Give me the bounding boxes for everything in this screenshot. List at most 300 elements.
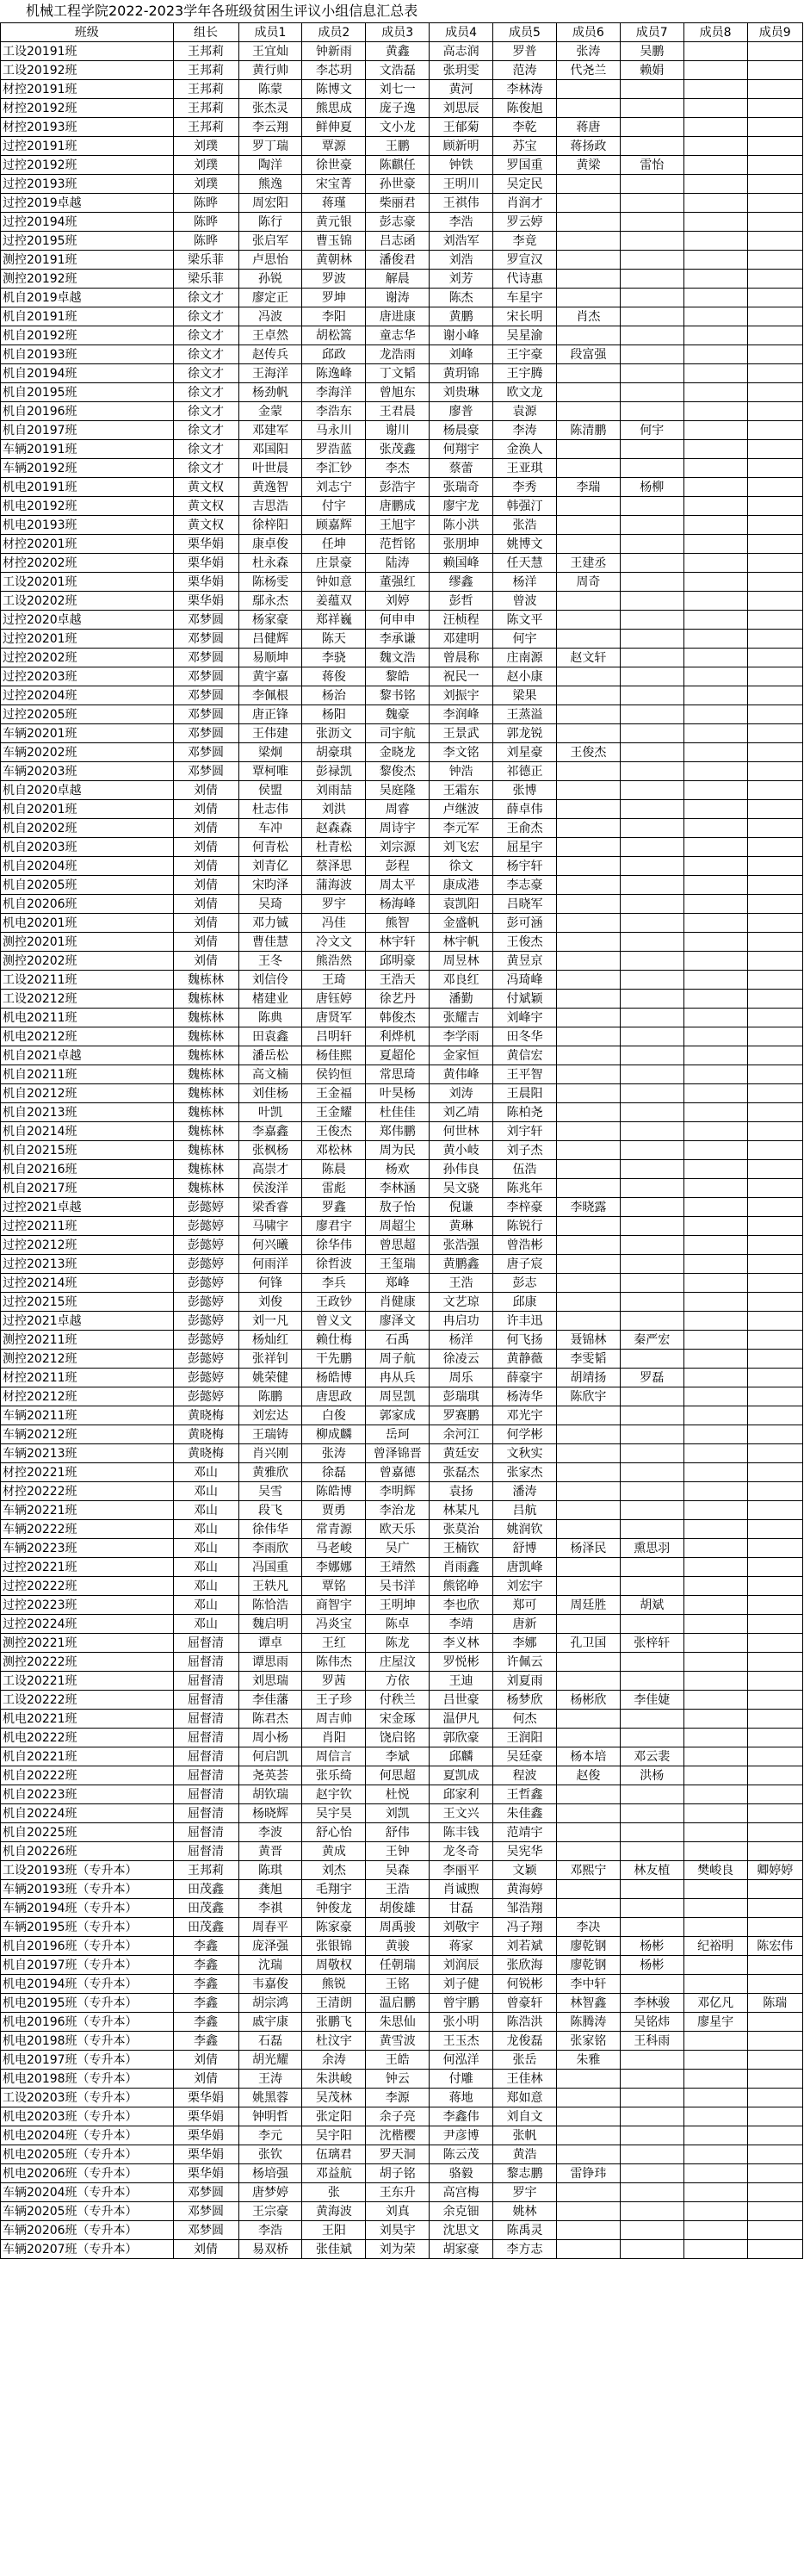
member-cell [620, 554, 683, 573]
member-cell: 甘磊 [430, 1899, 493, 1918]
member-cell: 邹浩翔 [493, 1899, 557, 1918]
member-cell: 熊逸 [238, 175, 302, 194]
member-cell: 刘若斌 [493, 1937, 557, 1956]
member-cell: 屈督清 [173, 1842, 238, 1861]
member-cell: 范涛 [493, 61, 557, 80]
table-row [1, 705, 803, 724]
member-cell: 金晓龙 [366, 743, 430, 762]
member-cell: 刘一凡 [238, 1312, 302, 1331]
member-cell [683, 2164, 747, 2183]
table-row [1, 1634, 803, 1653]
member-cell: 王君晨 [366, 402, 430, 421]
table-row [1, 2032, 803, 2051]
class-cell: 过控20191班 [1, 137, 174, 156]
column-header: 成员6 [556, 23, 620, 42]
table-row [1, 2164, 803, 2183]
member-cell: 杨洋 [430, 1331, 493, 1350]
member-cell [556, 1179, 620, 1198]
member-cell: 邓山 [173, 1482, 238, 1501]
member-cell: 罗国重 [493, 156, 557, 175]
member-cell: 唐正锋 [238, 705, 302, 724]
member-cell: 罗悦彬 [430, 1653, 493, 1672]
member-cell [747, 1691, 802, 1710]
member-cell: 张涛 [302, 1444, 366, 1463]
table-row [1, 743, 803, 762]
table-row [1, 1122, 803, 1141]
member-cell: 王楠钦 [430, 1539, 493, 1558]
member-cell: 周睿 [366, 800, 430, 819]
member-cell: 王明川 [430, 175, 493, 194]
member-cell [747, 705, 802, 724]
member-cell: 吴星渝 [493, 326, 557, 345]
member-cell: 余涛 [302, 2051, 366, 2070]
table-row [1, 1729, 803, 1747]
member-cell: 邓梦圆 [173, 649, 238, 667]
member-cell [620, 1918, 683, 1937]
class-cell: 车辆20194班（专升本） [1, 1899, 174, 1918]
member-cell: 张家铭 [556, 2032, 620, 2051]
member-cell: 岳珂 [366, 1425, 430, 1444]
member-cell: 干先鹏 [302, 1350, 366, 1369]
member-cell: 周昱林 [430, 952, 493, 971]
table-row [1, 1975, 803, 1994]
member-cell: 韩俊杰 [366, 1009, 430, 1027]
class-cell: 机自20197班 [1, 421, 174, 440]
member-cell [620, 1710, 683, 1729]
member-cell: 舒博 [493, 1539, 557, 1558]
member-cell: 李骁 [302, 649, 366, 667]
member-cell: 汪桢程 [430, 611, 493, 630]
class-cell: 机自20217班 [1, 1179, 174, 1198]
table-row [1, 516, 803, 535]
member-cell: 熊锐 [302, 1975, 366, 1994]
member-cell: 王郁菊 [430, 118, 493, 137]
member-cell: 魏栋林 [173, 1179, 238, 1198]
class-cell: 过控2021卓越 [1, 1198, 174, 1217]
member-cell: 蒋家 [430, 1937, 493, 1956]
table-row [1, 762, 803, 781]
member-cell: 田茂鑫 [173, 1880, 238, 1899]
member-cell: 易双桥 [238, 2240, 302, 2259]
member-cell: 张欣海 [493, 1956, 557, 1975]
member-cell [683, 289, 747, 307]
member-cell: 周太平 [366, 876, 430, 895]
table-row [1, 1842, 803, 1861]
member-cell: 吉思浩 [238, 497, 302, 516]
member-cell: 陈禹灵 [493, 2221, 557, 2240]
member-cell: 周超尘 [366, 1217, 430, 1236]
member-cell: 金盛帆 [430, 914, 493, 933]
member-cell [556, 1785, 620, 1804]
class-cell: 车辆20212班 [1, 1425, 174, 1444]
class-cell: 过控20203班 [1, 667, 174, 686]
member-cell: 肖诚煦 [430, 1880, 493, 1899]
member-cell: 朱佳鑫 [493, 1804, 557, 1823]
member-cell [747, 1539, 802, 1558]
member-cell: 冯波 [238, 307, 302, 326]
member-cell: 邓山 [173, 1577, 238, 1596]
member-cell [620, 1558, 683, 1577]
member-cell: 刘思辰 [430, 99, 493, 118]
member-cell: 邱康 [493, 1293, 557, 1312]
member-cell: 肖健康 [366, 1293, 430, 1312]
member-cell [620, 2051, 683, 2070]
member-cell: 邓国阳 [238, 440, 302, 459]
member-cell: 王邦莉 [173, 99, 238, 118]
member-cell: 刘倩 [173, 895, 238, 914]
member-cell: 魏启明 [238, 1615, 302, 1634]
class-cell: 车辆20201班 [1, 724, 174, 743]
member-cell: 胡钦瑞 [238, 1785, 302, 1804]
member-cell: 王蒸溢 [493, 705, 557, 724]
member-cell: 黄鑫 [366, 42, 430, 61]
member-cell [556, 1501, 620, 1520]
member-cell: 吴书洋 [366, 1577, 430, 1596]
member-cell [683, 2202, 747, 2221]
member-cell: 罗赛鹏 [430, 1406, 493, 1425]
member-cell [556, 1255, 620, 1274]
member-cell: 方依 [366, 1672, 430, 1691]
member-cell [556, 1672, 620, 1691]
member-cell: 彭懿婷 [173, 1331, 238, 1350]
member-cell: 陈清鹏 [556, 421, 620, 440]
member-cell: 钟明哲 [238, 2107, 302, 2126]
member-cell [683, 175, 747, 194]
member-cell [747, 1027, 802, 1046]
member-cell: 肖阳 [302, 1729, 366, 1747]
member-cell: 黄文权 [173, 478, 238, 497]
member-cell: 魏文浩 [366, 649, 430, 667]
member-cell [620, 895, 683, 914]
member-cell: 许佩云 [493, 1653, 557, 1672]
member-cell [683, 535, 747, 554]
class-cell: 测控20191班 [1, 251, 174, 270]
member-cell [556, 2126, 620, 2145]
member-cell: 刘为荣 [366, 2240, 430, 2259]
member-cell: 邓山 [173, 1558, 238, 1577]
member-cell: 袁扬 [430, 1482, 493, 1501]
member-cell: 刘倩 [173, 800, 238, 819]
table-row [1, 1994, 803, 2013]
member-cell: 易顺坤 [238, 649, 302, 667]
member-cell: 陈晨 [302, 1160, 366, 1179]
member-cell: 冯国重 [238, 1558, 302, 1577]
member-cell: 赖仕梅 [302, 1331, 366, 1350]
member-cell: 李义林 [430, 1634, 493, 1653]
class-cell: 过控20222班 [1, 1577, 174, 1596]
member-cell: 刘宏宇 [493, 1577, 557, 1596]
member-cell [747, 1729, 802, 1747]
member-cell [620, 137, 683, 156]
member-cell [556, 1425, 620, 1444]
member-cell: 屈督清 [173, 1691, 238, 1710]
class-cell: 机自20202班 [1, 819, 174, 838]
class-cell: 材控20193班 [1, 118, 174, 137]
member-cell [747, 1255, 802, 1274]
member-cell: 文秋实 [493, 1444, 557, 1463]
member-cell [620, 535, 683, 554]
member-cell [683, 2070, 747, 2089]
member-cell: 徐磊 [302, 1463, 366, 1482]
member-cell: 钟俊龙 [302, 1899, 366, 1918]
member-cell: 何雨洋 [238, 1255, 302, 1274]
member-cell: 李芯玥 [302, 61, 366, 80]
member-cell: 刘浩军 [430, 232, 493, 251]
member-cell: 杨彬 [620, 1937, 683, 1956]
member-cell [556, 1122, 620, 1141]
member-cell: 彭可涵 [493, 914, 557, 933]
table-row [1, 1766, 803, 1785]
member-cell [683, 1785, 747, 1804]
member-cell: 邓山 [173, 1463, 238, 1482]
member-cell [620, 1406, 683, 1425]
class-cell: 车辆20207班（专升本） [1, 2240, 174, 2259]
member-cell: 栗华娟 [173, 535, 238, 554]
member-cell: 陈君杰 [238, 1710, 302, 1729]
member-cell: 邓梦圆 [173, 2221, 238, 2240]
class-cell: 机自2019卓越 [1, 289, 174, 307]
member-cell [620, 724, 683, 743]
member-cell: 王平智 [493, 1065, 557, 1084]
member-cell [683, 611, 747, 630]
member-cell: 张 [302, 2183, 366, 2202]
class-cell: 车辆20193班（专升本） [1, 1880, 174, 1899]
member-cell [683, 1331, 747, 1350]
member-cell: 刘璞 [173, 175, 238, 194]
member-cell: 李鑫 [173, 1956, 238, 1975]
member-cell [747, 819, 802, 838]
member-cell: 屈督清 [173, 1804, 238, 1823]
member-cell: 叶凯 [238, 1103, 302, 1122]
member-cell [683, 933, 747, 952]
member-cell: 王建丞 [556, 554, 620, 573]
member-cell: 刘浩 [430, 251, 493, 270]
member-cell [620, 270, 683, 289]
class-cell: 工设20212班 [1, 990, 174, 1009]
member-cell [747, 459, 802, 478]
table-row [1, 1009, 803, 1027]
column-header: 成员9 [747, 23, 802, 42]
member-cell: 赵森森 [302, 819, 366, 838]
member-cell: 张定阳 [302, 2107, 366, 2126]
member-cell [620, 743, 683, 762]
member-cell [747, 2013, 802, 2032]
member-cell: 张茂鑫 [366, 440, 430, 459]
member-cell: 文浩磊 [366, 61, 430, 80]
member-cell: 任坤 [302, 535, 366, 554]
member-cell: 王科雨 [620, 2032, 683, 2051]
table-row [1, 61, 803, 80]
table-row [1, 1387, 803, 1406]
member-cell [620, 1653, 683, 1672]
member-cell: 罗坤 [302, 289, 366, 307]
member-cell [683, 326, 747, 345]
class-cell: 测控20201班 [1, 933, 174, 952]
member-cell [683, 649, 747, 667]
member-cell: 欧文龙 [493, 383, 557, 402]
member-cell: 罗茜 [302, 1672, 366, 1691]
member-cell [620, 933, 683, 952]
member-cell [556, 724, 620, 743]
member-cell: 刘峰 [430, 345, 493, 364]
member-cell: 车冲 [238, 819, 302, 838]
member-cell [683, 686, 747, 705]
member-cell [556, 971, 620, 990]
member-cell: 刘志宁 [302, 478, 366, 497]
member-cell [556, 1160, 620, 1179]
member-cell [556, 705, 620, 724]
member-cell [747, 2202, 802, 2221]
member-cell [620, 1236, 683, 1255]
member-cell: 代诗惠 [493, 270, 557, 289]
table-row [1, 213, 803, 232]
member-cell: 邓山 [173, 1539, 238, 1558]
member-cell: 刘倩 [173, 2240, 238, 2259]
table-row [1, 1861, 803, 1880]
member-cell: 商智宇 [302, 1596, 366, 1615]
member-cell: 宋长明 [493, 307, 557, 326]
member-cell [620, 1672, 683, 1691]
member-cell: 邱麟 [430, 1747, 493, 1766]
member-cell [620, 2126, 683, 2145]
member-cell [620, 1482, 683, 1501]
member-cell [620, 1842, 683, 1861]
member-cell: 李志豪 [493, 876, 557, 895]
member-cell [556, 402, 620, 421]
member-cell: 曾旭东 [366, 383, 430, 402]
member-cell: 陈典 [238, 1009, 302, 1027]
member-cell [556, 2107, 620, 2126]
member-cell [747, 137, 802, 156]
member-cell: 王佳林 [493, 2070, 557, 2089]
member-cell [747, 1141, 802, 1160]
member-cell: 舒心怡 [302, 1823, 366, 1842]
class-cell: 机自20203班 [1, 838, 174, 857]
member-cell [620, 2221, 683, 2240]
member-cell [620, 914, 683, 933]
member-cell: 赵宇钦 [302, 1785, 366, 1804]
member-cell: 张钦 [238, 2145, 302, 2164]
member-cell [747, 289, 802, 307]
member-cell [620, 1293, 683, 1312]
class-cell: 材控20201班 [1, 535, 174, 554]
member-cell: 黄昱京 [493, 952, 557, 971]
class-cell: 过控20212班 [1, 1236, 174, 1255]
member-cell: 熊铭峥 [430, 1577, 493, 1596]
member-cell: 余克钿 [430, 2202, 493, 2221]
member-cell: 徐文才 [173, 459, 238, 478]
table-row [1, 1710, 803, 1729]
member-cell: 朱思仙 [366, 2013, 430, 2032]
member-cell [556, 667, 620, 686]
member-cell: 黄骏 [366, 1937, 430, 1956]
member-cell [620, 971, 683, 990]
table-row [1, 1255, 803, 1274]
member-cell: 陈欣宇 [556, 1387, 620, 1406]
member-cell: 李杰 [366, 459, 430, 478]
member-cell: 康成港 [430, 876, 493, 895]
member-cell: 庞子逸 [366, 99, 430, 118]
member-cell [556, 686, 620, 705]
member-cell: 黄晓梅 [173, 1444, 238, 1463]
table-row [1, 1653, 803, 1672]
member-cell: 刘俊 [238, 1293, 302, 1312]
member-cell [620, 2183, 683, 2202]
class-cell: 机电20195班（专升本） [1, 1994, 174, 2013]
member-cell: 熊智 [366, 914, 430, 933]
member-cell [620, 1179, 683, 1198]
table-row [1, 251, 803, 270]
member-cell [747, 118, 802, 137]
member-cell [620, 857, 683, 876]
member-cell: 李娜 [493, 1634, 557, 1653]
member-cell: 李娜娜 [302, 1558, 366, 1577]
member-cell: 李秀 [493, 478, 557, 497]
member-cell: 蒋瑾 [302, 194, 366, 213]
table-row [1, 156, 803, 175]
member-cell: 高宫梅 [430, 2183, 493, 2202]
member-cell: 吴森 [366, 1861, 430, 1880]
member-cell: 张涛 [556, 42, 620, 61]
member-cell [747, 535, 802, 554]
member-cell: 张耀吉 [430, 1009, 493, 1027]
member-cell: 屈督清 [173, 1710, 238, 1729]
member-cell [620, 1122, 683, 1141]
class-cell: 工设20201班 [1, 573, 174, 592]
member-cell: 杨治 [302, 686, 366, 705]
member-cell: 吴广 [366, 1539, 430, 1558]
table-row [1, 1179, 803, 1198]
member-cell [747, 307, 802, 326]
member-cell: 李浩 [238, 2221, 302, 2240]
member-cell: 李明辉 [366, 1482, 430, 1501]
member-cell: 杨梦欣 [493, 1691, 557, 1710]
member-cell: 魏栋林 [173, 971, 238, 990]
member-cell: 沈思文 [430, 2221, 493, 2240]
member-cell [683, 61, 747, 80]
member-cell [747, 876, 802, 895]
member-cell: 利烨机 [366, 1027, 430, 1046]
member-cell: 彭志 [493, 1274, 557, 1293]
member-cell [556, 611, 620, 630]
table-row [1, 1482, 803, 1501]
table-row [1, 270, 803, 289]
member-cell [747, 2221, 802, 2240]
member-cell: 陈鹏 [238, 1387, 302, 1406]
member-cell: 魏栋林 [173, 1103, 238, 1122]
member-cell: 吴宇昊 [302, 1804, 366, 1823]
member-cell [683, 1198, 747, 1217]
member-cell: 王文兴 [430, 1804, 493, 1823]
member-cell [556, 1653, 620, 1672]
member-cell [620, 459, 683, 478]
table-row [1, 175, 803, 194]
member-cell: 付秩兰 [366, 1691, 430, 1710]
member-cell: 任天慧 [493, 554, 557, 573]
member-cell [683, 1293, 747, 1312]
member-cell [556, 1103, 620, 1122]
member-cell: 王霜东 [430, 781, 493, 800]
member-cell: 骆毅 [430, 2164, 493, 2183]
member-cell: 李林涛 [493, 80, 557, 99]
member-cell: 吴定民 [493, 175, 557, 194]
member-cell: 刘倩 [173, 838, 238, 857]
table-row [1, 1331, 803, 1350]
member-cell: 郭欣豪 [430, 1729, 493, 1747]
member-cell [556, 1046, 620, 1065]
member-cell: 贾勇 [302, 1501, 366, 1520]
member-cell: 刘信伶 [238, 971, 302, 990]
